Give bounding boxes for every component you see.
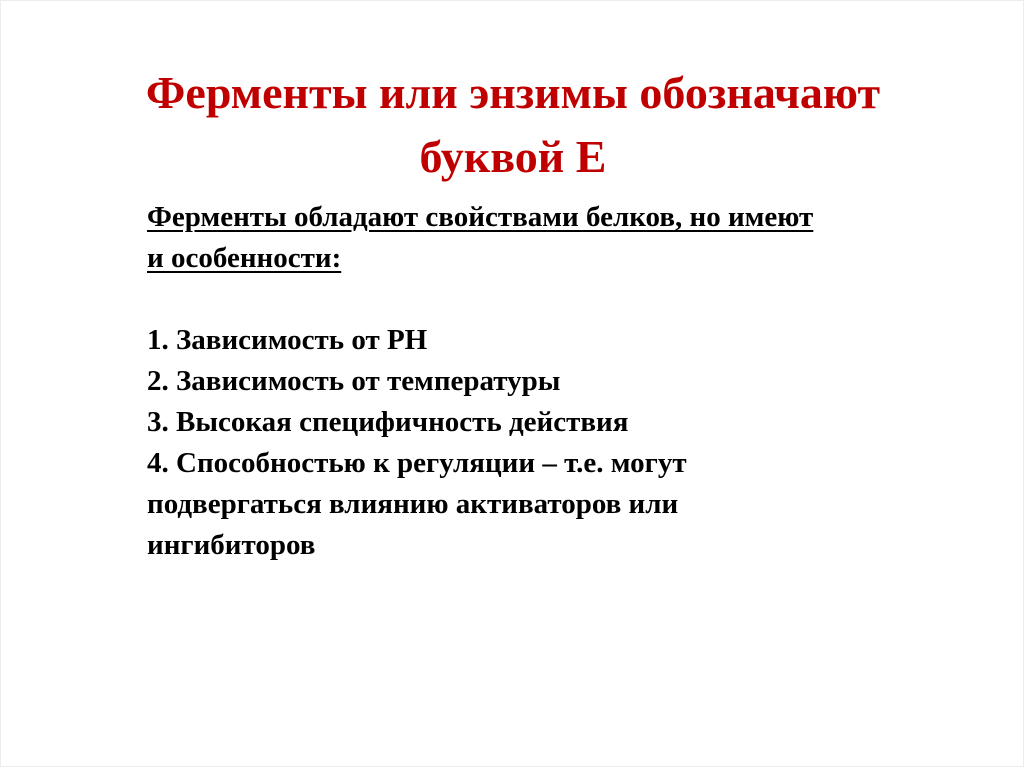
spacer [147,279,967,320]
intro-text [147,197,967,279]
list-item: 1. Зависимость от РН [147,324,428,356]
slide-body [147,197,967,566]
list-item: 2. Зависимость от температуры [147,365,561,397]
list-item: 3. Высокая специфичность действия [147,406,629,438]
list-item: ингибиторов [147,529,316,561]
title-line: Ферменты или энзимы обозначают [145,67,881,118]
intro-line: Ферменты обладают свойствами белков, но имеют [147,201,814,233]
list-item: 4. Способностью к регуляции – т.е. могут [147,447,687,479]
title-line: буквой Е [419,131,607,182]
intro-line: и особенности: [147,242,342,274]
list-item: подвергаться влиянию активаторов или [147,488,679,520]
properties-list [147,320,967,566]
slide-title [61,61,965,189]
